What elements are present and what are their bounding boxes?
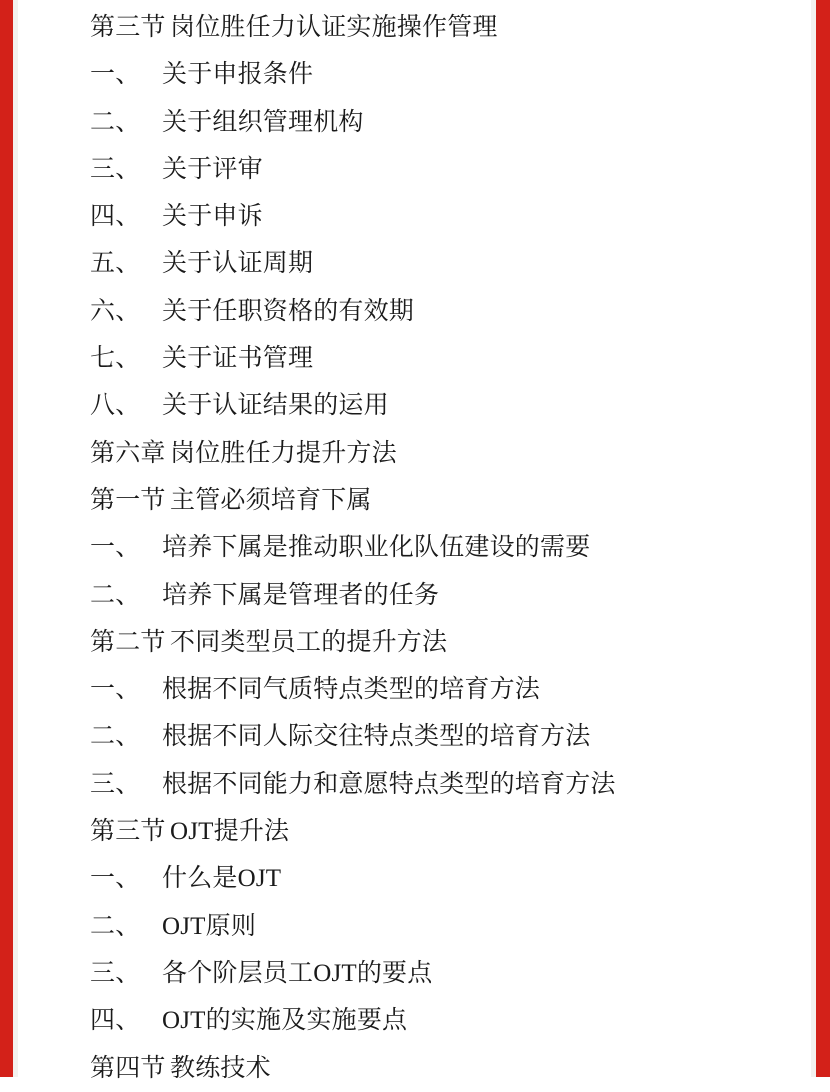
toc-entry-text: OJT提升法 <box>170 818 290 846</box>
toc-entry-text: 什么是OJT <box>162 865 282 893</box>
toc-entry-text: 培养下属是推动职业化队伍建设的需要 <box>162 534 591 562</box>
toc-entry <box>18 430 811 477</box>
toc-entry-text: OJT的实施及实施要点 <box>162 1007 408 1035</box>
toc-entry <box>18 288 811 335</box>
toc-entry <box>18 240 811 287</box>
toc-entry-text: 不同类型员工的提升方法 <box>170 628 448 656</box>
toc-entry <box>18 997 811 1044</box>
toc-entry <box>18 382 811 429</box>
toc-entry-text: 关于认证周期 <box>162 250 314 278</box>
toc-entry-number: 第一节 <box>90 486 166 514</box>
toc-entry-text: 关于任职资格的有效期 <box>162 297 415 325</box>
toc-entry <box>18 99 811 146</box>
toc-entry-text: 教练技术 <box>170 1054 271 1082</box>
toc-entry-text: 岗位胜任力认证实施操作管理 <box>170 14 498 41</box>
toc-list <box>18 4 811 1092</box>
toc-entry-text: 关于认证结果的运用 <box>162 392 389 420</box>
page-border-right <box>816 0 830 1077</box>
toc-entry-text: OJT原则 <box>162 912 257 940</box>
toc-entry-number: 七、 <box>90 345 141 373</box>
toc-entry-text: 主管必须培育下属 <box>170 486 372 514</box>
toc-entry <box>18 761 811 808</box>
toc-entry-number: 一、 <box>90 865 141 893</box>
toc-entry <box>18 524 811 571</box>
toc-entry <box>18 950 811 997</box>
toc-entry-number: 二、 <box>90 723 141 751</box>
toc-entry-number: 二、 <box>90 581 141 609</box>
toc-entry-text: 关于申报条件 <box>162 61 314 89</box>
toc-entry-text: 各个阶层员工OJT的要点 <box>162 959 433 987</box>
toc-entry-number: 四、 <box>90 1007 141 1035</box>
toc-entry-text: 关于证书管理 <box>162 345 314 373</box>
toc-entry-number: 三、 <box>90 959 141 987</box>
toc-entry-text: 关于申诉 <box>162 203 263 231</box>
toc-entry <box>18 51 811 98</box>
toc-entry-number: 三、 <box>90 770 141 798</box>
toc-entry-text: 根据不同气质特点类型的培育方法 <box>162 676 541 704</box>
toc-entry <box>18 1045 811 1092</box>
toc-entry-text: 关于组织管理机构 <box>162 108 364 136</box>
toc-entry <box>18 572 811 619</box>
page-border-inner-right <box>811 0 816 1077</box>
toc-entry-number: 二、 <box>90 912 141 940</box>
toc-entry <box>18 713 811 760</box>
toc-entry <box>18 855 811 902</box>
toc-entry-number: 二、 <box>90 108 141 136</box>
toc-entry-number: 第六章 <box>90 439 166 467</box>
toc-entry-number: 一、 <box>90 61 141 89</box>
toc-entry <box>18 4 811 51</box>
toc-entry <box>18 193 811 240</box>
toc-entry-number: 第四节 <box>90 1054 166 1082</box>
toc-entry <box>18 619 811 666</box>
toc-entry-number: 六、 <box>90 297 141 325</box>
toc-entry-number: 一、 <box>90 676 141 704</box>
toc-entry-number: 八、 <box>90 392 141 420</box>
toc-entry <box>18 146 811 193</box>
toc-entry-text: 培养下属是管理者的任务 <box>162 581 440 609</box>
toc-entry <box>18 477 811 524</box>
toc-entry-number: 五、 <box>90 250 141 278</box>
toc-entry-number: 第三节 <box>90 14 166 41</box>
toc-entry-number: 一、 <box>90 534 141 562</box>
table-of-contents <box>18 0 811 1082</box>
toc-entry <box>18 808 811 855</box>
toc-entry <box>18 335 811 382</box>
toc-entry-number: 第三节 <box>90 818 166 846</box>
toc-entry-text: 根据不同能力和意愿特点类型的培育方法 <box>162 770 616 798</box>
toc-entry-number: 三、 <box>90 155 141 183</box>
toc-entry-number: 第二节 <box>90 628 166 656</box>
page-border-left <box>0 0 13 1077</box>
toc-entry-text: 岗位胜任力提升方法 <box>170 439 397 467</box>
toc-entry-text: 关于评审 <box>162 155 263 183</box>
toc-entry <box>18 666 811 713</box>
toc-entry-text: 根据不同人际交往特点类型的培育方法 <box>162 723 591 751</box>
toc-entry-number: 四、 <box>90 203 141 231</box>
toc-entry <box>18 903 811 950</box>
